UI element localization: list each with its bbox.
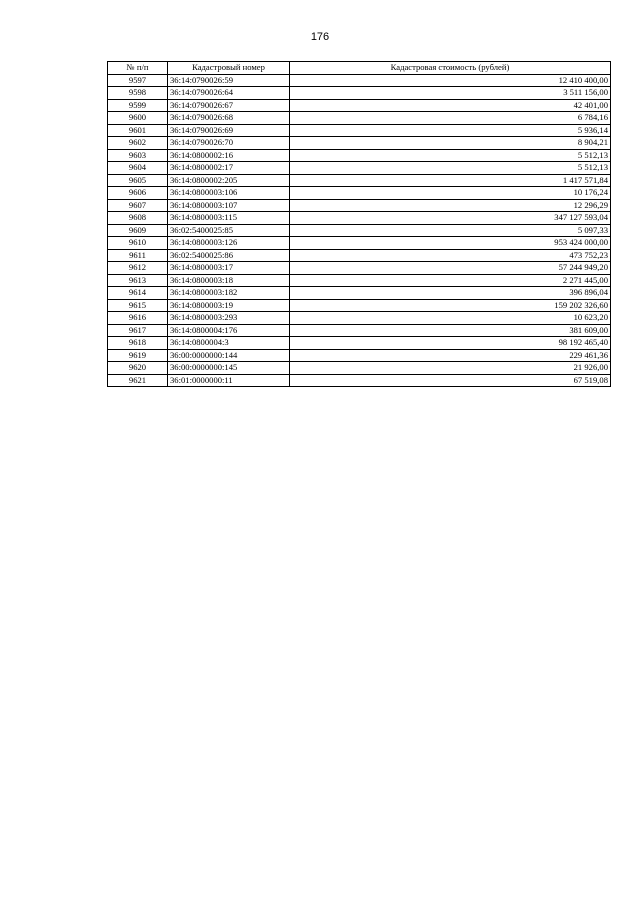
cadastral-number-cell: 36:14:0800003:293 (168, 312, 290, 325)
row-index-cell: 9602 (108, 137, 168, 150)
table-row (108, 137, 611, 150)
row-index-cell: 9612 (108, 262, 168, 275)
row-index-cell: 9609 (108, 224, 168, 237)
cadastral-value-cell: 5 512,13 (290, 149, 611, 162)
cadastral-value-cell: 42 401,00 (290, 99, 611, 112)
table-row (108, 312, 611, 325)
cadastral-value-cell: 67 519,08 (290, 374, 611, 387)
cadastral-value-cell: 21 926,00 (290, 362, 611, 375)
cadastral-number-cell: 36:14:0800003:17 (168, 262, 290, 275)
row-index-cell: 9598 (108, 87, 168, 100)
cadastral-number-cell: 36:14:0800004:3 (168, 337, 290, 350)
cadastral-value-cell: 2 271 445,00 (290, 274, 611, 287)
row-index-cell: 9618 (108, 337, 168, 350)
cadastral-value-cell: 5 936,14 (290, 124, 611, 137)
table-row (108, 224, 611, 237)
row-index-cell: 9616 (108, 312, 168, 325)
cadastral-value-cell: 10 623,20 (290, 312, 611, 325)
cadastral-number-cell: 36:02:5400025:85 (168, 224, 290, 237)
row-index-cell: 9617 (108, 324, 168, 337)
cadastral-value-cell: 396 896,04 (290, 287, 611, 300)
row-index-cell: 9597 (108, 74, 168, 87)
table-row (108, 362, 611, 375)
cadastral-value-cell: 953 424 000,00 (290, 237, 611, 250)
table-body (108, 74, 611, 387)
cadastral-number-cell: 36:14:0800003:106 (168, 187, 290, 200)
cadastral-number-cell: 36:14:0800003:19 (168, 299, 290, 312)
table-row (108, 199, 611, 212)
cadastral-number-cell: 36:14:0790026:67 (168, 99, 290, 112)
cadastral-value-cell: 98 192 465,40 (290, 337, 611, 350)
cadastral-value-cell: 8 904,21 (290, 137, 611, 150)
cadastral-number-cell: 36:02:5400025:86 (168, 249, 290, 262)
table-row (108, 262, 611, 275)
cadastral-number-cell: 36:14:0790026:59 (168, 74, 290, 87)
row-index-cell: 9603 (108, 149, 168, 162)
cadastral-number-cell: 36:14:0790026:69 (168, 124, 290, 137)
table-row (108, 374, 611, 387)
table-row (108, 249, 611, 262)
cadastral-number-cell: 36:14:0790026:70 (168, 137, 290, 150)
cadastral-number-cell: 36:14:0800004:176 (168, 324, 290, 337)
table-row (108, 212, 611, 225)
row-index-cell: 9610 (108, 237, 168, 250)
row-index-cell: 9615 (108, 299, 168, 312)
row-index-cell: 9619 (108, 349, 168, 362)
cadastral-number-cell: 36:14:0800002:205 (168, 174, 290, 187)
cadastral-value-cell: 229 461,36 (290, 349, 611, 362)
cadastral-number-cell: 36:14:0800003:126 (168, 237, 290, 250)
table-row (108, 99, 611, 112)
cadastral-number-cell: 36:00:0000000:144 (168, 349, 290, 362)
cadastral-value-cell: 12 410 400,00 (290, 74, 611, 87)
table-row (108, 174, 611, 187)
table-row (108, 149, 611, 162)
cadastral-value-cell: 6 784,16 (290, 112, 611, 125)
page-number: 176 (310, 31, 330, 43)
table-row (108, 87, 611, 100)
table-row (108, 74, 611, 87)
cadastral-number-cell: 36:14:0790026:64 (168, 87, 290, 100)
table-row (108, 349, 611, 362)
row-index-cell: 9599 (108, 99, 168, 112)
cadastral-value-cell: 1 417 571,84 (290, 174, 611, 187)
table-row (108, 112, 611, 125)
cadastral-value-table (107, 61, 611, 387)
table-header-row (108, 62, 611, 75)
cadastral-number-cell: 36:14:0800002:17 (168, 162, 290, 175)
cadastral-number-cell: 36:14:0800003:182 (168, 287, 290, 300)
header-index: № п/п (108, 62, 168, 75)
cadastral-value-cell: 347 127 593,04 (290, 212, 611, 225)
table-row (108, 124, 611, 137)
row-index-cell: 9608 (108, 212, 168, 225)
header-cadastral-value: Кадастровая стоимость (рублей) (290, 62, 611, 75)
table-row (108, 337, 611, 350)
table-row (108, 299, 611, 312)
table-row (108, 162, 611, 175)
table-row (108, 287, 611, 300)
row-index-cell: 9614 (108, 287, 168, 300)
cadastral-number-cell: 36:00:0000000:145 (168, 362, 290, 375)
row-index-cell: 9613 (108, 274, 168, 287)
cadastral-number-cell: 36:14:0800003:115 (168, 212, 290, 225)
cadastral-number-cell: 36:14:0800002:16 (168, 149, 290, 162)
cadastral-value-cell: 473 752,23 (290, 249, 611, 262)
table-row (108, 324, 611, 337)
table-row (108, 237, 611, 250)
cadastral-number-cell: 36:14:0800003:18 (168, 274, 290, 287)
cadastral-number-cell: 36:14:0790026:68 (168, 112, 290, 125)
row-index-cell: 9607 (108, 199, 168, 212)
cadastral-value-cell: 3 511 156,00 (290, 87, 611, 100)
row-index-cell: 9600 (108, 112, 168, 125)
cadastral-number-cell: 36:14:0800003:107 (168, 199, 290, 212)
row-index-cell: 9604 (108, 162, 168, 175)
table-row (108, 274, 611, 287)
row-index-cell: 9601 (108, 124, 168, 137)
cadastral-value-cell: 159 202 326,60 (290, 299, 611, 312)
row-index-cell: 9606 (108, 187, 168, 200)
cadastral-number-cell: 36:01:0000000:11 (168, 374, 290, 387)
row-index-cell: 9621 (108, 374, 168, 387)
table-row (108, 187, 611, 200)
row-index-cell: 9605 (108, 174, 168, 187)
cadastral-value-cell: 381 609,00 (290, 324, 611, 337)
cadastral-value-cell: 57 244 949,20 (290, 262, 611, 275)
row-index-cell: 9611 (108, 249, 168, 262)
cadastral-value-cell: 10 176,24 (290, 187, 611, 200)
cadastral-value-cell: 5 512,13 (290, 162, 611, 175)
row-index-cell: 9620 (108, 362, 168, 375)
cadastral-value-cell: 5 097,33 (290, 224, 611, 237)
header-cadastral-number: Кадастровый номер (168, 62, 290, 75)
cadastral-value-cell: 12 296,29 (290, 199, 611, 212)
